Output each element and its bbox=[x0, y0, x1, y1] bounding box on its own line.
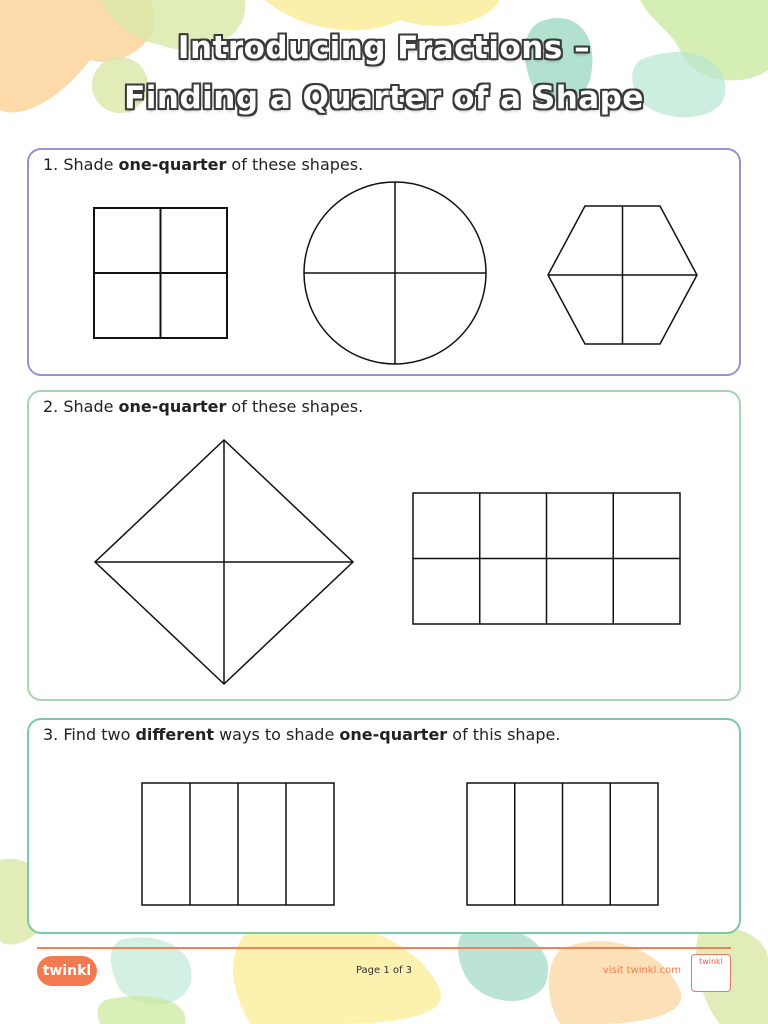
page-number: Page 1 of 3 bbox=[355, 965, 413, 976]
question-text-bold: different bbox=[135, 725, 214, 744]
question-text-pre: Find two bbox=[63, 725, 136, 744]
question-text-post: of these shapes. bbox=[226, 155, 364, 174]
question-text-pre: Shade bbox=[63, 397, 119, 416]
visit-link[interactable]: visit twinkl.com bbox=[602, 965, 681, 976]
twinkl-logo[interactable]: twinkl bbox=[37, 956, 97, 986]
worksheet-title-line-2: Finding a Quarter of a Shape bbox=[124, 80, 644, 116]
question-text-mid: ways to shade bbox=[214, 725, 340, 744]
question-number: 3. bbox=[43, 725, 59, 744]
strip-rectangle-left[interactable] bbox=[142, 783, 334, 905]
question-text-post: of this shape. bbox=[447, 725, 561, 744]
question-text-pre: Shade bbox=[63, 155, 119, 174]
question-text-bold: one-quarter bbox=[118, 397, 227, 416]
question-number: 1. bbox=[43, 155, 59, 174]
question-number: 2. bbox=[43, 397, 59, 416]
worksheet-title-line-1: Introducing Fractions – bbox=[177, 30, 591, 66]
question-text-bold: one-quarter bbox=[118, 155, 227, 174]
question-text-post: of these shapes. bbox=[226, 397, 364, 416]
badge-label: twinkl bbox=[699, 957, 723, 966]
strip-rectangle-right[interactable] bbox=[467, 783, 658, 905]
question-text-bold-2: one-quarter bbox=[339, 725, 448, 744]
